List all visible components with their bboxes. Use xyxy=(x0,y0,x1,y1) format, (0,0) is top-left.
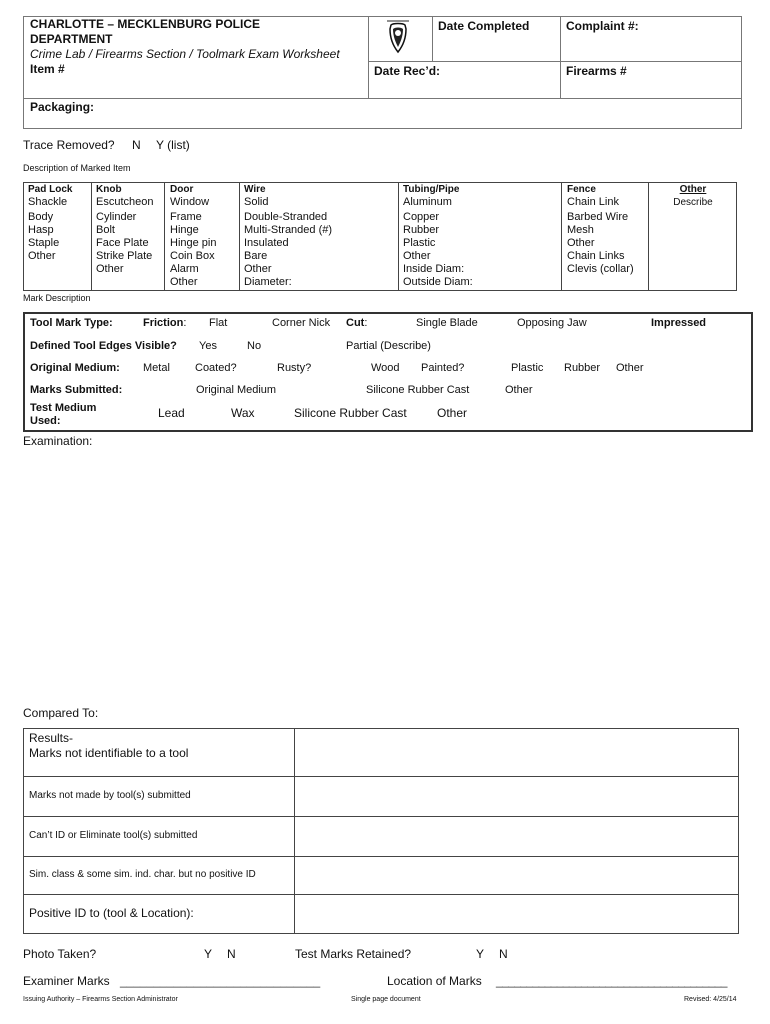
test-marks-yes-option[interactable]: Y xyxy=(476,947,485,961)
option-item[interactable]: Aluminum xyxy=(403,196,452,208)
result-option[interactable]: Marks not made by tool(s) submitted xyxy=(29,790,191,801)
test-marks-no-option[interactable]: N xyxy=(499,947,508,961)
test-medium-label: Test Medium xyxy=(30,402,97,414)
column-other xyxy=(650,184,736,209)
page-subtitle: Crime Lab / Firearms Section / Toolmark Exam Worksheet xyxy=(30,47,340,61)
trace-yes-option[interactable]: Y (list) xyxy=(156,138,190,152)
header-divider xyxy=(23,98,742,99)
result-notes-field[interactable] xyxy=(296,896,737,933)
option-item[interactable]: Frame xyxy=(170,211,202,223)
option-item[interactable]: Alarm xyxy=(170,263,199,275)
option-item[interactable]: Other xyxy=(28,250,56,262)
result-notes-field[interactable] xyxy=(296,858,737,893)
lead-option[interactable]: Lead xyxy=(158,406,185,420)
column-header: Wire xyxy=(244,184,266,195)
trace-removed-label: Trace Removed? xyxy=(23,138,115,152)
column-door xyxy=(170,184,216,289)
results-row-divider xyxy=(23,816,739,817)
result-option[interactable]: Sim. class & some sim. ind. char. but no positive ID xyxy=(29,869,256,880)
header-divider xyxy=(560,16,561,98)
option-item[interactable]: Other xyxy=(403,250,431,262)
test-marks-retained-label: Test Marks Retained? xyxy=(295,947,412,961)
cut-colon: : xyxy=(364,317,368,329)
option-item[interactable]: Escutcheon xyxy=(96,196,154,208)
examiner-marks-label: Examiner Marks xyxy=(23,974,110,988)
examination-label: Examination: xyxy=(23,434,93,448)
results-row-divider xyxy=(23,894,739,895)
impressed-option[interactable]: Impressed xyxy=(651,317,707,329)
option-item[interactable]: Coin Box xyxy=(170,250,215,262)
opposing-jaw-option[interactable]: Opposing Jaw xyxy=(517,317,587,329)
option-item[interactable]: Describe xyxy=(673,197,713,208)
rusty-option[interactable]: Rusty? xyxy=(277,362,312,374)
option-item[interactable]: Shackle xyxy=(28,196,68,208)
item-number-label: Item # xyxy=(30,62,65,76)
option-item[interactable]: Insulated xyxy=(244,237,289,249)
single-blade-option[interactable]: Single Blade xyxy=(416,317,478,329)
option-item[interactable]: Plastic xyxy=(403,237,436,249)
footer-issuing-authority: Issuing Authority – Firearms Section Administrator xyxy=(23,996,178,1003)
option-item[interactable]: Chain Link xyxy=(567,196,619,208)
option-item[interactable]: Other xyxy=(567,237,595,249)
column-tubing-pipe xyxy=(403,184,473,289)
dept-name: CHARLOTTE – MECKLENBURG POLICE xyxy=(30,17,261,31)
result-option[interactable]: Marks not identifiable to a tool xyxy=(29,746,189,760)
test-silicone-option[interactable]: Silicone Rubber Cast xyxy=(294,406,407,420)
description-marked-item-label: Description of Marked Item xyxy=(23,163,131,173)
option-item[interactable]: Other xyxy=(96,263,124,275)
friction-colon: : xyxy=(183,317,187,329)
column-header: Pad Lock xyxy=(28,184,73,195)
option-item[interactable]: Strike Plate xyxy=(96,250,153,262)
result-notes-field[interactable] xyxy=(296,730,737,775)
option-item[interactable]: Mesh xyxy=(567,224,594,236)
trace-no-option[interactable]: N xyxy=(132,138,141,152)
option-item[interactable]: Other xyxy=(170,276,198,288)
submitted-other-option[interactable]: Other xyxy=(505,384,533,396)
location-marks-label: Location of Marks xyxy=(387,974,482,988)
option-item[interactable]: Window xyxy=(170,196,210,208)
results-row-divider xyxy=(23,856,739,857)
option-item[interactable]: Rubber xyxy=(403,224,440,236)
column-header: Fence xyxy=(567,184,596,195)
col-divider xyxy=(561,182,562,291)
column-header: Tubing/Pipe xyxy=(403,184,460,195)
tool-mark-type-label: Tool Mark Type: xyxy=(30,317,113,329)
results-divider xyxy=(294,728,295,934)
result-option[interactable]: Can’t ID or Eliminate tool(s) submitted xyxy=(29,830,198,841)
result-notes-field[interactable] xyxy=(296,778,737,815)
location-marks-field[interactable]: ______________________________________ xyxy=(496,974,727,988)
friction-label xyxy=(143,317,186,329)
flat-option[interactable]: Flat xyxy=(209,317,228,329)
option-item[interactable]: Staple xyxy=(28,237,60,249)
corner-nick-option[interactable]: Corner Nick xyxy=(272,317,331,329)
option-item[interactable]: Body xyxy=(28,211,54,223)
column-pad-lock xyxy=(28,184,72,263)
submitted-original-medium-option[interactable]: Original Medium xyxy=(196,384,277,396)
wax-option[interactable]: Wax xyxy=(231,406,255,420)
firearms-number-label: Firearms # xyxy=(566,64,627,78)
header-divider xyxy=(432,16,433,61)
date-completed-label: Date Completed xyxy=(438,19,530,33)
test-medium-used-label: Used: xyxy=(30,415,61,427)
friction-text: Friction xyxy=(143,317,184,329)
option-item[interactable]: Solid xyxy=(244,196,269,208)
marks-submitted-label: Marks Submitted: xyxy=(30,384,123,396)
test-other-option[interactable]: Other xyxy=(437,406,468,420)
col-divider xyxy=(239,182,240,291)
packaging-label: Packaging: xyxy=(30,100,95,114)
header-divider xyxy=(368,16,369,98)
results-row-divider xyxy=(23,776,739,777)
submitted-silicone-option[interactable]: Silicone Rubber Cast xyxy=(366,384,470,396)
cut-text: Cut xyxy=(346,317,365,329)
original-medium-label: Original Medium: xyxy=(30,362,120,374)
option-item[interactable]: Face Plate xyxy=(96,237,149,249)
police-badge-logo xyxy=(385,19,411,55)
col-divider xyxy=(164,182,165,291)
compared-to-label: Compared To: xyxy=(23,706,99,720)
photo-taken-label: Photo Taken? xyxy=(23,947,97,961)
painted-option[interactable]: Painted? xyxy=(421,362,465,374)
edges-no-option[interactable]: No xyxy=(247,340,262,352)
metal-option[interactable]: Metal xyxy=(143,362,170,374)
photo-no-option[interactable]: N xyxy=(227,947,236,961)
option-item[interactable]: Double-Stranded xyxy=(244,211,328,223)
medium-other-option[interactable]: Other xyxy=(616,362,644,374)
column-header: Knob xyxy=(96,184,122,195)
col-divider xyxy=(91,182,92,291)
examination-area[interactable] xyxy=(23,452,753,697)
defined-edges-label: Defined Tool Edges Visible? xyxy=(30,340,177,352)
option-item[interactable]: Multi-Stranded (#) xyxy=(244,224,333,236)
column-knob xyxy=(96,184,153,276)
header-divider xyxy=(368,61,742,62)
option-item[interactable]: Hasp xyxy=(28,224,54,236)
option-item[interactable]: Diameter: xyxy=(244,276,292,288)
edges-yes-option[interactable]: Yes xyxy=(199,340,217,352)
photo-yes-option[interactable]: Y xyxy=(204,947,213,961)
result-option[interactable]: Positive ID to (tool & Location): xyxy=(29,906,194,920)
option-item[interactable]: Hinge pin xyxy=(170,237,217,249)
option-item[interactable]: Other xyxy=(244,263,272,275)
complaint-number-label: Complaint #: xyxy=(566,19,639,33)
plastic-option[interactable]: Plastic xyxy=(511,362,544,374)
wood-option[interactable]: Wood xyxy=(371,362,400,374)
col-divider xyxy=(398,182,399,291)
dept-name-2: DEPARTMENT xyxy=(30,32,113,46)
option-item[interactable]: Inside Diam: xyxy=(403,263,465,275)
col-divider xyxy=(648,182,649,291)
column-wire xyxy=(244,184,332,289)
examiner-marks-field[interactable]: ______________________________ xyxy=(120,974,321,988)
footer-page-note: Single page document xyxy=(351,996,421,1003)
mark-description-label: Mark Description xyxy=(23,293,91,303)
option-item[interactable]: Outside Diam: xyxy=(403,276,473,288)
result-notes-field[interactable] xyxy=(296,818,737,855)
option-item[interactable]: Bare xyxy=(244,250,268,262)
cut-label xyxy=(346,317,367,329)
results-title: Results- xyxy=(29,731,74,745)
option-item[interactable]: Barbed Wire xyxy=(567,211,629,223)
column-header: Door xyxy=(170,184,194,195)
option-item[interactable]: Clevis (collar) xyxy=(567,263,634,275)
option-item[interactable]: Chain Links xyxy=(567,250,625,262)
footer-revised-date: Revised: 4/25/14 xyxy=(684,996,737,1003)
option-item[interactable]: Hinge xyxy=(170,224,199,236)
coated-option[interactable]: Coated? xyxy=(195,362,237,374)
column-fence xyxy=(567,184,634,276)
edges-partial-option[interactable]: Partial (Describe) xyxy=(346,340,431,352)
column-header: Other xyxy=(679,184,707,195)
rubber-option[interactable]: Rubber xyxy=(564,362,601,374)
option-item[interactable]: Bolt xyxy=(96,224,115,236)
option-item[interactable]: Copper xyxy=(403,211,440,223)
option-item[interactable]: Cylinder xyxy=(96,211,137,223)
date-received-label: Date Rec’d: xyxy=(374,64,441,78)
